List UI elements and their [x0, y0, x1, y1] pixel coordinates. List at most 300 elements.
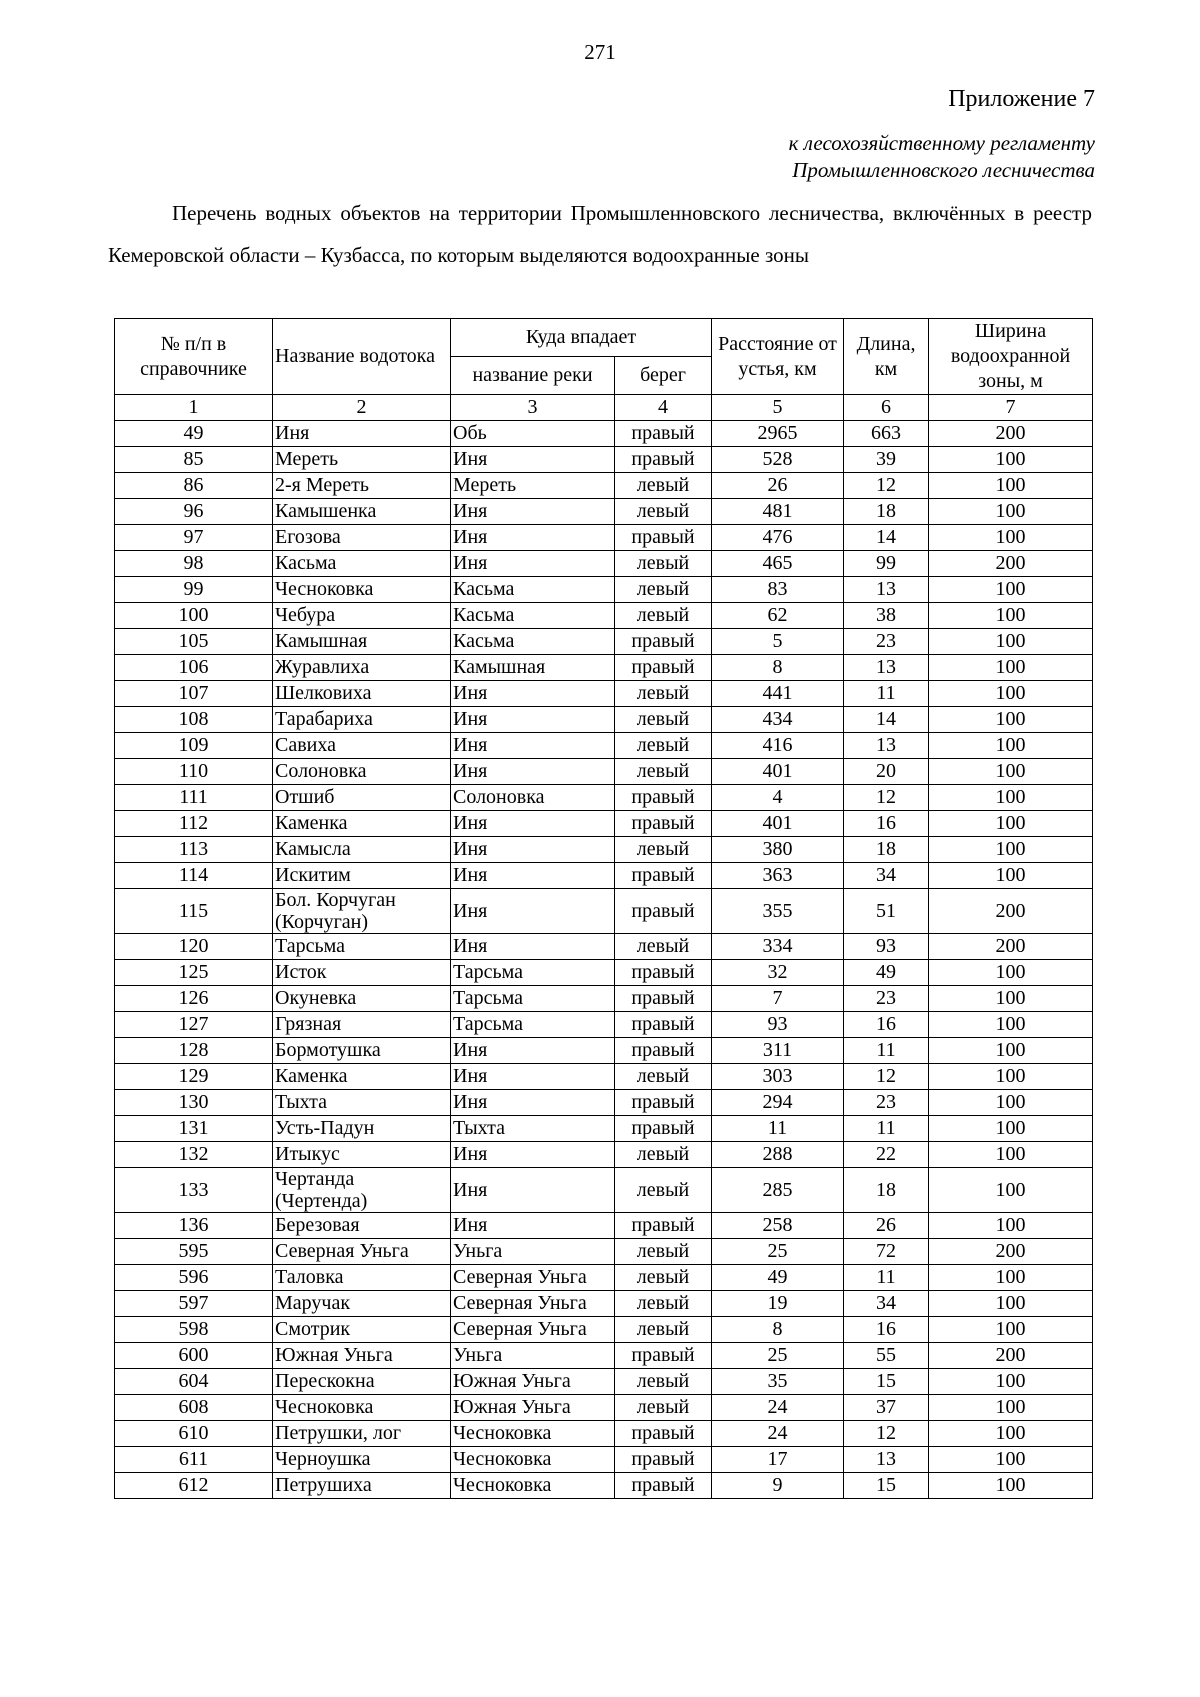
cell-num: 596 — [115, 1265, 273, 1291]
cell-distance: 11 — [712, 1116, 844, 1142]
cell-length: 23 — [844, 986, 929, 1012]
table-row — [115, 759, 1093, 785]
cell-bank: левый — [615, 707, 712, 733]
cell-river: Иня — [451, 499, 615, 525]
cell-num: 132 — [115, 1142, 273, 1168]
cell-river: Чесноковка — [451, 1473, 615, 1499]
page-number: 271 — [584, 40, 616, 64]
cell-bank: левый — [615, 603, 712, 629]
cell-bank: правый — [615, 960, 712, 986]
cell-length: 16 — [844, 1317, 929, 1343]
cell-width: 100 — [929, 1265, 1093, 1291]
cell-length: 12 — [844, 1421, 929, 1447]
cell-bank: левый — [615, 1168, 712, 1213]
cell-num: 105 — [115, 629, 273, 655]
cell-river: Обь — [451, 421, 615, 447]
cell-width: 100 — [929, 1090, 1093, 1116]
cell-bank: правый — [615, 421, 712, 447]
appendix-subtitle-line1: к лесохозяйственному регламенту — [788, 131, 1095, 155]
cell-distance: 19 — [712, 1291, 844, 1317]
cell-name: Отшиб — [273, 785, 451, 811]
table-row — [115, 655, 1093, 681]
cell-num: 126 — [115, 986, 273, 1012]
table-row — [115, 1369, 1093, 1395]
cell-bank: правый — [615, 863, 712, 889]
cell-river: Тыхта — [451, 1116, 615, 1142]
cell-river: Иня — [451, 707, 615, 733]
cell-river: Иня — [451, 1064, 615, 1090]
cell-name: Савиха — [273, 733, 451, 759]
table-row — [115, 1012, 1093, 1038]
cell-num: 100 — [115, 603, 273, 629]
cell-name: Камысла — [273, 837, 451, 863]
cell-num: 86 — [115, 473, 273, 499]
cell-num: 110 — [115, 759, 273, 785]
cell-name: Каменка — [273, 811, 451, 837]
cell-width: 100 — [929, 1395, 1093, 1421]
cell-width: 100 — [929, 603, 1093, 629]
cell-bank: правый — [615, 785, 712, 811]
table-row — [115, 499, 1093, 525]
cell-name: Таловка — [273, 1265, 451, 1291]
cell-river: Камышная — [451, 655, 615, 681]
cell-name: Смотрик — [273, 1317, 451, 1343]
cell-distance: 303 — [712, 1064, 844, 1090]
cell-name: Тыхта — [273, 1090, 451, 1116]
cell-length: 20 — [844, 759, 929, 785]
cell-distance: 465 — [712, 551, 844, 577]
table-row — [115, 811, 1093, 837]
cell-name: 2-я Мереть — [273, 473, 451, 499]
column-number: 2 — [273, 395, 451, 421]
intro-text: Перечень водных объектов на территории Промышленновского лесничества, включённых в реестр Кемеровской области – Кузбасса, по которым выделяются водоохранные зоны — [108, 201, 1092, 267]
cell-num: 600 — [115, 1343, 273, 1369]
cell-distance: 294 — [712, 1090, 844, 1116]
cell-river: Уньга — [451, 1343, 615, 1369]
cell-width: 100 — [929, 577, 1093, 603]
cell-bank: левый — [615, 551, 712, 577]
cell-bank: левый — [615, 1265, 712, 1291]
cell-bank: правый — [615, 1090, 712, 1116]
cell-distance: 9 — [712, 1473, 844, 1499]
cell-length: 18 — [844, 499, 929, 525]
cell-distance: 476 — [712, 525, 844, 551]
cell-river: Северная Уньга — [451, 1265, 615, 1291]
cell-river: Мереть — [451, 473, 615, 499]
cell-name: Южная Уньга — [273, 1343, 451, 1369]
cell-name: Искитим — [273, 863, 451, 889]
table-row — [115, 1142, 1093, 1168]
cell-width: 100 — [929, 759, 1093, 785]
cell-num: 106 — [115, 655, 273, 681]
cell-river: Южная Уньга — [451, 1369, 615, 1395]
cell-distance: 25 — [712, 1343, 844, 1369]
cell-bank: правый — [615, 1447, 712, 1473]
header-bank: берег — [615, 357, 712, 395]
table-row — [115, 551, 1093, 577]
table-row — [115, 1317, 1093, 1343]
cell-length: 93 — [844, 934, 929, 960]
column-numbers-row — [115, 395, 1093, 421]
cell-name: Камышенка — [273, 499, 451, 525]
cell-num: 610 — [115, 1421, 273, 1447]
appendix-title: Приложение 7 — [948, 86, 1095, 112]
cell-length: 15 — [844, 1473, 929, 1499]
cell-distance: 441 — [712, 681, 844, 707]
table-row — [115, 1239, 1093, 1265]
cell-distance: 17 — [712, 1447, 844, 1473]
cell-length: 38 — [844, 603, 929, 629]
cell-width: 100 — [929, 1291, 1093, 1317]
column-number: 3 — [451, 395, 615, 421]
cell-length: 26 — [844, 1213, 929, 1239]
table-row — [115, 525, 1093, 551]
table-row — [115, 629, 1093, 655]
cell-num: 49 — [115, 421, 273, 447]
cell-length: 49 — [844, 960, 929, 986]
cell-length: 18 — [844, 1168, 929, 1213]
cell-width: 100 — [929, 1317, 1093, 1343]
cell-width: 100 — [929, 681, 1093, 707]
cell-bank: правый — [615, 655, 712, 681]
cell-name: Чесноковка — [273, 577, 451, 603]
cell-length: 12 — [844, 785, 929, 811]
cell-num: 611 — [115, 1447, 273, 1473]
cell-name: Черноушка — [273, 1447, 451, 1473]
cell-bank: левый — [615, 759, 712, 785]
cell-width: 200 — [929, 1239, 1093, 1265]
cell-num: 128 — [115, 1038, 273, 1064]
cell-num: 111 — [115, 785, 273, 811]
table-row — [115, 837, 1093, 863]
cell-bank: правый — [615, 811, 712, 837]
cell-distance: 49 — [712, 1265, 844, 1291]
cell-river: Иня — [451, 837, 615, 863]
table-row — [115, 603, 1093, 629]
cell-bank: правый — [615, 447, 712, 473]
cell-length: 12 — [844, 1064, 929, 1090]
cell-name: Иня — [273, 421, 451, 447]
cell-width: 100 — [929, 525, 1093, 551]
cell-width: 100 — [929, 960, 1093, 986]
cell-length: 15 — [844, 1369, 929, 1395]
cell-river: Уньга — [451, 1239, 615, 1265]
cell-name: Исток — [273, 960, 451, 986]
cell-length: 11 — [844, 1265, 929, 1291]
cell-width: 100 — [929, 785, 1093, 811]
cell-name: Камышная — [273, 629, 451, 655]
cell-num: 107 — [115, 681, 273, 707]
cell-bank: левый — [615, 733, 712, 759]
cell-distance: 8 — [712, 1317, 844, 1343]
table-row — [115, 681, 1093, 707]
cell-distance: 434 — [712, 707, 844, 733]
cell-river: Иня — [451, 733, 615, 759]
cell-distance: 32 — [712, 960, 844, 986]
table-row — [115, 863, 1093, 889]
cell-width: 200 — [929, 421, 1093, 447]
cell-river: Иня — [451, 1142, 615, 1168]
cell-name: Солоновка — [273, 759, 451, 785]
cell-bank: левый — [615, 577, 712, 603]
cell-num: 108 — [115, 707, 273, 733]
cell-name: Чертанда (Чертенда) — [273, 1168, 451, 1213]
cell-bank: правый — [615, 1116, 712, 1142]
header-name: Название водотока — [273, 319, 451, 395]
table-row — [115, 986, 1093, 1012]
cell-length: 11 — [844, 681, 929, 707]
cell-bank: правый — [615, 986, 712, 1012]
cell-bank: левый — [615, 1291, 712, 1317]
cell-distance: 25 — [712, 1239, 844, 1265]
cell-length: 14 — [844, 525, 929, 551]
cell-width: 100 — [929, 837, 1093, 863]
cell-distance: 416 — [712, 733, 844, 759]
cell-length: 14 — [844, 707, 929, 733]
table-row — [115, 1473, 1093, 1499]
appendix-subtitle — [789, 130, 1095, 184]
cell-distance: 288 — [712, 1142, 844, 1168]
cell-width: 100 — [929, 1142, 1093, 1168]
cell-length: 99 — [844, 551, 929, 577]
cell-river: Иня — [451, 934, 615, 960]
table-row — [115, 934, 1093, 960]
cell-num: 612 — [115, 1473, 273, 1499]
cell-river: Иня — [451, 811, 615, 837]
cell-bank: левый — [615, 1064, 712, 1090]
cell-bank: правый — [615, 1012, 712, 1038]
cell-river: Иня — [451, 525, 615, 551]
cell-length: 34 — [844, 1291, 929, 1317]
cell-width: 100 — [929, 811, 1093, 837]
cell-river: Северная Уньга — [451, 1317, 615, 1343]
cell-width: 100 — [929, 655, 1093, 681]
cell-num: 130 — [115, 1090, 273, 1116]
table-row — [115, 1038, 1093, 1064]
table-row — [115, 1421, 1093, 1447]
cell-name: Северная Уньга — [273, 1239, 451, 1265]
cell-num: 85 — [115, 447, 273, 473]
cell-length: 13 — [844, 655, 929, 681]
cell-bank: левый — [615, 681, 712, 707]
cell-width: 100 — [929, 1473, 1093, 1499]
column-number: 7 — [929, 395, 1093, 421]
cell-width: 100 — [929, 863, 1093, 889]
cell-width: 200 — [929, 889, 1093, 934]
cell-distance: 528 — [712, 447, 844, 473]
cell-bank: левый — [615, 1142, 712, 1168]
cell-bank: левый — [615, 499, 712, 525]
cell-bank: левый — [615, 473, 712, 499]
cell-bank: правый — [615, 889, 712, 934]
cell-name: Бол. Корчуган (Корчуган) — [273, 889, 451, 934]
cell-bank: левый — [615, 934, 712, 960]
cell-length: 23 — [844, 629, 929, 655]
table-row — [115, 473, 1093, 499]
cell-width: 100 — [929, 473, 1093, 499]
cell-river: Южная Уньга — [451, 1395, 615, 1421]
cell-num: 120 — [115, 934, 273, 960]
cell-name: Окуневка — [273, 986, 451, 1012]
cell-width: 100 — [929, 499, 1093, 525]
cell-distance: 401 — [712, 811, 844, 837]
cell-river: Иня — [451, 1168, 615, 1213]
cell-distance: 355 — [712, 889, 844, 934]
cell-num: 604 — [115, 1369, 273, 1395]
cell-name: Перескокна — [273, 1369, 451, 1395]
cell-name: Грязная — [273, 1012, 451, 1038]
cell-river: Тарсьма — [451, 960, 615, 986]
cell-name: Шелковиха — [273, 681, 451, 707]
cell-distance: 401 — [712, 759, 844, 785]
cell-river: Иня — [451, 1090, 615, 1116]
cell-bank: правый — [615, 525, 712, 551]
cell-distance: 481 — [712, 499, 844, 525]
cell-river: Солоновка — [451, 785, 615, 811]
table-row — [115, 1090, 1093, 1116]
cell-width: 100 — [929, 629, 1093, 655]
cell-width: 100 — [929, 447, 1093, 473]
cell-num: 115 — [115, 889, 273, 934]
cell-distance: 380 — [712, 837, 844, 863]
cell-distance: 24 — [712, 1421, 844, 1447]
header-river-name: название реки — [451, 357, 615, 395]
cell-num: 114 — [115, 863, 273, 889]
cell-width: 100 — [929, 1447, 1093, 1473]
cell-distance: 311 — [712, 1038, 844, 1064]
cell-distance: 26 — [712, 473, 844, 499]
cell-distance: 363 — [712, 863, 844, 889]
cell-length: 18 — [844, 837, 929, 863]
cell-num: 97 — [115, 525, 273, 551]
table-row — [115, 1116, 1093, 1142]
cell-bank: правый — [615, 1213, 712, 1239]
table-row — [115, 1064, 1093, 1090]
cell-length: 16 — [844, 1012, 929, 1038]
cell-name: Бормотушка — [273, 1038, 451, 1064]
cell-name: Петрушки, лог — [273, 1421, 451, 1447]
cell-bank: правый — [615, 1421, 712, 1447]
table-row — [115, 577, 1093, 603]
cell-width: 100 — [929, 1421, 1093, 1447]
cell-width: 100 — [929, 707, 1093, 733]
cell-length: 13 — [844, 733, 929, 759]
cell-name: Чесноковка — [273, 1395, 451, 1421]
cell-river: Иня — [451, 889, 615, 934]
table-row — [115, 1168, 1093, 1213]
cell-name: Тарсьма — [273, 934, 451, 960]
cell-length: 12 — [844, 473, 929, 499]
cell-distance: 93 — [712, 1012, 844, 1038]
cell-length: 51 — [844, 889, 929, 934]
cell-num: 597 — [115, 1291, 273, 1317]
cell-river: Тарсьма — [451, 1012, 615, 1038]
cell-length: 55 — [844, 1343, 929, 1369]
cell-bank: левый — [615, 837, 712, 863]
table-row — [115, 1343, 1093, 1369]
cell-distance: 83 — [712, 577, 844, 603]
cell-distance: 8 — [712, 655, 844, 681]
header-num: № п/п в справочнике — [115, 319, 273, 395]
cell-num: 598 — [115, 1317, 273, 1343]
table-row — [115, 785, 1093, 811]
cell-width: 100 — [929, 1369, 1093, 1395]
table-body — [115, 421, 1093, 1499]
cell-width: 100 — [929, 986, 1093, 1012]
cell-num: 99 — [115, 577, 273, 603]
cell-name: Маручак — [273, 1291, 451, 1317]
table-row — [115, 889, 1093, 934]
cell-num: 112 — [115, 811, 273, 837]
table-row — [115, 1447, 1093, 1473]
cell-river: Чесноковка — [451, 1421, 615, 1447]
table-row — [115, 707, 1093, 733]
cell-num: 131 — [115, 1116, 273, 1142]
cell-num: 109 — [115, 733, 273, 759]
cell-width: 200 — [929, 551, 1093, 577]
cell-width: 100 — [929, 1064, 1093, 1090]
cell-river: Касьма — [451, 629, 615, 655]
cell-name: Березовая — [273, 1213, 451, 1239]
cell-name: Касьма — [273, 551, 451, 577]
cell-length: 23 — [844, 1090, 929, 1116]
column-number: 1 — [115, 395, 273, 421]
cell-name: Журавлиха — [273, 655, 451, 681]
cell-num: 113 — [115, 837, 273, 863]
cell-river: Иня — [451, 681, 615, 707]
cell-bank: левый — [615, 1369, 712, 1395]
cell-num: 133 — [115, 1168, 273, 1213]
cell-name: Петрушиха — [273, 1473, 451, 1499]
cell-num: 129 — [115, 1064, 273, 1090]
cell-name: Мереть — [273, 447, 451, 473]
cell-distance: 258 — [712, 1213, 844, 1239]
cell-length: 72 — [844, 1239, 929, 1265]
cell-num: 125 — [115, 960, 273, 986]
table-row — [115, 421, 1093, 447]
cell-num: 98 — [115, 551, 273, 577]
column-number: 4 — [615, 395, 712, 421]
cell-num: 96 — [115, 499, 273, 525]
cell-bank: левый — [615, 1317, 712, 1343]
water-bodies-table — [114, 318, 1093, 1499]
cell-width: 200 — [929, 1343, 1093, 1369]
cell-width: 200 — [929, 934, 1093, 960]
table-row — [115, 1213, 1093, 1239]
cell-name: Тарабариха — [273, 707, 451, 733]
cell-distance: 2965 — [712, 421, 844, 447]
header-width: Ширина водоохранной зоны, м — [929, 319, 1093, 395]
cell-river: Иня — [451, 1213, 615, 1239]
cell-num: 595 — [115, 1239, 273, 1265]
cell-distance: 334 — [712, 934, 844, 960]
cell-length: 11 — [844, 1038, 929, 1064]
cell-distance: 7 — [712, 986, 844, 1012]
cell-bank: левый — [615, 1239, 712, 1265]
header-distance: Расстояние от устья, км — [712, 319, 844, 395]
cell-bank: правый — [615, 1473, 712, 1499]
cell-distance: 5 — [712, 629, 844, 655]
cell-distance: 35 — [712, 1369, 844, 1395]
cell-num: 127 — [115, 1012, 273, 1038]
cell-distance: 62 — [712, 603, 844, 629]
cell-width: 100 — [929, 1012, 1093, 1038]
table-row — [115, 733, 1093, 759]
cell-length: 37 — [844, 1395, 929, 1421]
table-row — [115, 960, 1093, 986]
table-row — [115, 1291, 1093, 1317]
cell-length: 39 — [844, 447, 929, 473]
